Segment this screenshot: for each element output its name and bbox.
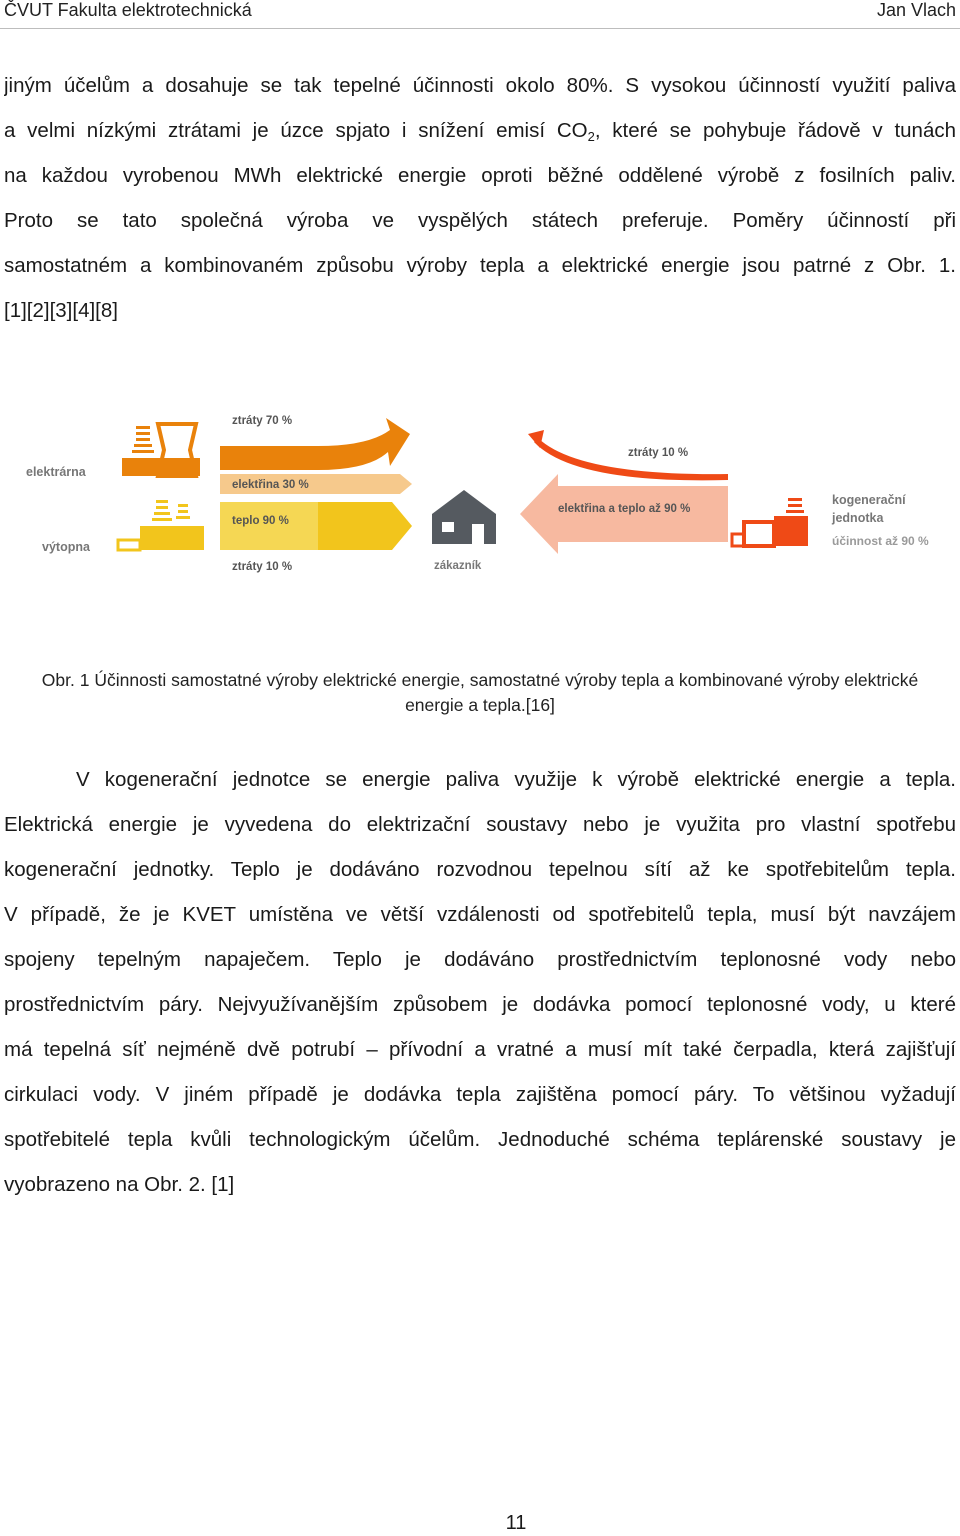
text-line: spotřebitelé tepla kvůli technologickým účelům. Jednoduché schéma teplárenské soustavy je xyxy=(4,1128,956,1151)
efficiency-diagram xyxy=(18,338,948,588)
label-chp-flow: elektřina a teplo až 90 % xyxy=(558,503,691,515)
text-line: V kogenerační jednotce se energie paliva využije k výrobě elektrické energie a tepla. xyxy=(76,768,956,791)
text-line: V případě, že je KVET umístěna ve větší vzdálenosti od spotřebitelů tepla, musí být navzájem xyxy=(4,903,956,926)
header-rule xyxy=(0,28,960,29)
label-chp-unit-1: kogenerační xyxy=(832,493,906,507)
header-faculty: ČVUT Fakulta elektrotechnická xyxy=(4,0,252,20)
text-line: a velmi nízkými ztrátami je úzce spjato i snížení emisí CO2, které se pohybuje řádově v tunách xyxy=(4,119,956,144)
subscript: 2 xyxy=(587,129,595,144)
label-losses-10-bottom: ztráty 10 % xyxy=(232,561,293,573)
text-line: Proto se tato společná výroba ve vyspělých státech preferuje. Poměry účinností při xyxy=(4,209,956,232)
label-chp-efficiency: účinnost až 90 % xyxy=(832,534,929,548)
label-losses-10-top: ztráty 10 % xyxy=(628,447,689,459)
paragraph-chp xyxy=(4,757,956,1207)
text-line: spojeny tepelným napaječem. Teplo je dodáváno prostřednictvím teplonosné vody nebo xyxy=(4,948,956,971)
label-losses-70: ztráty 70 % xyxy=(232,415,293,427)
caption-line: Obr. 1 Účinnosti samostatné výroby elektrické energie, samostatné výroby tepla a kombinované výroby elektrické xyxy=(41,670,919,690)
label-electricity-30: elektřina 30 % xyxy=(232,479,309,491)
paragraph-intro xyxy=(4,63,956,333)
caption-line: energie a tepla.[16] xyxy=(405,695,555,715)
label-heat-90: teplo 90 % xyxy=(232,515,289,527)
text-line-citations: [1][2][3][4][8] xyxy=(4,299,118,322)
text-line: má tepelná síť nejméně dvě potrubí – přívodní a vratné a musí mít také čerpadla, která zajišťují xyxy=(4,1038,956,1061)
label-customer: zákazník xyxy=(434,560,482,572)
label-power-plant: elektrárna xyxy=(26,465,86,479)
figure-caption xyxy=(4,668,956,718)
text-line: jiným účelům a dosahuje se tak tepelné účinnosti okolo 80%. S vysokou účinností využití paliva xyxy=(4,74,956,97)
text-line: kogenerační jednotky. Teplo je dodáváno rozvodnou tepelnou sítí až ke spotřebitelům tepla. xyxy=(4,858,956,881)
text-line: samostatném a kombinovaném způsobu výroby tepla a elektrické energie jsou patrné z Obr. 1. xyxy=(4,254,956,277)
efficiency-figure xyxy=(18,338,948,588)
page-number: 11 xyxy=(505,1512,527,1534)
text-line: na každou vyrobenou MWh elektrické energie oproti běžné oddělené výrobě z fosilních paliv. xyxy=(4,164,956,187)
header-author: Jan Vlach xyxy=(876,0,956,20)
page-header xyxy=(0,0,960,24)
text-line: cirkulaci vody. V jiném případě je dodávka tepla zajištěna pomocí páry. To většinou vyžadují xyxy=(4,1083,956,1106)
label-chp-unit-2: jednotka xyxy=(832,511,884,525)
text-line: Elektrická energie je vyvedena do elektrizační soustavy nebo je využita pro vlastní spotřebu xyxy=(4,813,956,836)
text-line: prostřednictvím páry. Nejvyužívanějším způsobem je dodávka pomocí teplonosné vody, u které xyxy=(4,993,956,1016)
text-line: vyobrazeno na Obr. 2. [1] xyxy=(4,1173,235,1196)
label-heating-plant: výtopna xyxy=(42,540,90,554)
